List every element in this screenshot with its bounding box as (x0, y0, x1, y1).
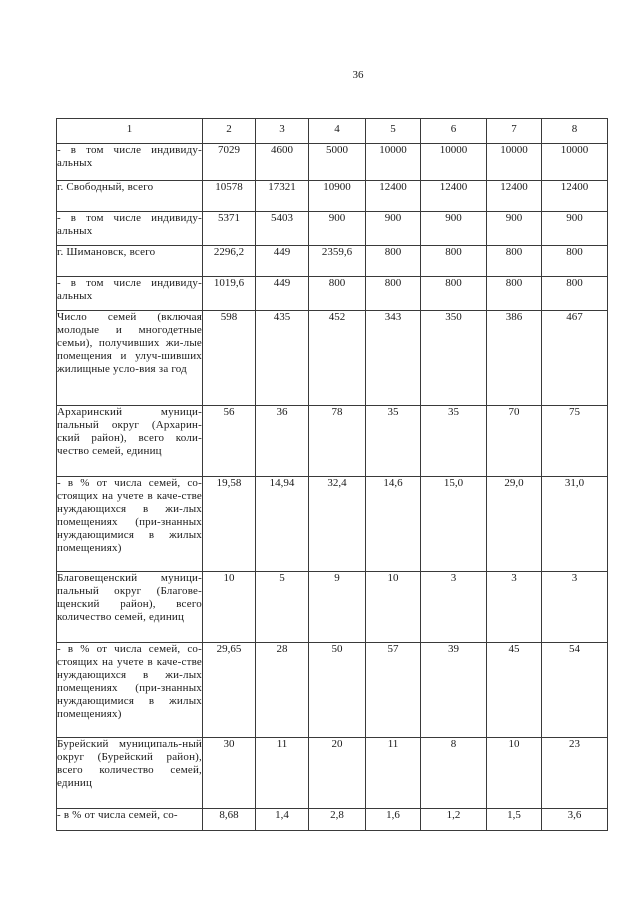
value-cell: 78 (309, 406, 366, 477)
row-label: - в % от числа семей, со-стоящих на учете в каче-стве нуждающихся в жи-лых помещениях (при-знанных нуждающимися в жилых помещениях) (57, 477, 203, 572)
value-cell: 900 (309, 212, 366, 246)
value-cell: 12400 (366, 181, 421, 212)
data-table (56, 118, 608, 831)
value-cell: 31,0 (542, 477, 608, 572)
value-cell: 30 (203, 738, 256, 809)
value-cell: 14,6 (366, 477, 421, 572)
row-label: г. Шимановск, всего (57, 246, 203, 277)
value-cell: 5371 (203, 212, 256, 246)
value-cell: 75 (542, 406, 608, 477)
value-cell: 50 (309, 643, 366, 738)
table-row (57, 181, 608, 212)
value-cell: 800 (542, 277, 608, 311)
value-cell: 1,5 (487, 809, 542, 831)
value-cell: 45 (487, 643, 542, 738)
value-cell: 5403 (256, 212, 309, 246)
value-cell: 467 (542, 311, 608, 406)
row-label: Благовещенский муници-пальный округ (Благове-щенский район), всего количество семей, единиц (57, 572, 203, 643)
row-label: Архаринский муници-пальный округ (Архарин-ский район), всего коли-чество семей, единиц (57, 406, 203, 477)
value-cell: 57 (366, 643, 421, 738)
value-cell: 350 (421, 311, 487, 406)
value-cell: 10 (203, 572, 256, 643)
header-cell: 1 (57, 119, 203, 144)
table-row (57, 212, 608, 246)
table-row (57, 144, 608, 181)
value-cell: 2359,6 (309, 246, 366, 277)
value-cell: 900 (421, 212, 487, 246)
value-cell: 35 (421, 406, 487, 477)
table-row (57, 643, 608, 738)
value-cell: 800 (309, 277, 366, 311)
value-cell: 800 (487, 246, 542, 277)
value-cell: 12400 (542, 181, 608, 212)
value-cell: 70 (487, 406, 542, 477)
value-cell: 10000 (366, 144, 421, 181)
value-cell: 12400 (421, 181, 487, 212)
value-cell: 435 (256, 311, 309, 406)
value-cell: 900 (487, 212, 542, 246)
value-cell: 343 (366, 311, 421, 406)
row-label: - в % от числа семей, со-стоящих на учете в каче-стве нуждающихся в жи-лых помещениях (при-знанных нуждающимися в жилых помещениях) (57, 643, 203, 738)
value-cell: 54 (542, 643, 608, 738)
value-cell: 449 (256, 277, 309, 311)
value-cell: 1,6 (366, 809, 421, 831)
value-cell: 10 (366, 572, 421, 643)
value-cell: 17321 (256, 181, 309, 212)
header-cell: 6 (421, 119, 487, 144)
value-cell: 800 (366, 246, 421, 277)
value-cell: 8 (421, 738, 487, 809)
value-cell: 8,68 (203, 809, 256, 831)
header-cell: 2 (203, 119, 256, 144)
value-cell: 14,94 (256, 477, 309, 572)
value-cell: 3 (542, 572, 608, 643)
table-row (57, 809, 608, 831)
value-cell: 386 (487, 311, 542, 406)
value-cell: 1,2 (421, 809, 487, 831)
table-row (57, 477, 608, 572)
value-cell: 15,0 (421, 477, 487, 572)
table-row (57, 738, 608, 809)
value-cell: 39 (421, 643, 487, 738)
row-label: - в % от числа семей, со- (57, 809, 203, 831)
table-row (57, 277, 608, 311)
table-row (57, 406, 608, 477)
value-cell: 598 (203, 311, 256, 406)
row-label: - в том числе индивиду-альных (57, 212, 203, 246)
value-cell: 800 (487, 277, 542, 311)
table-row (57, 246, 608, 277)
value-cell: 32,4 (309, 477, 366, 572)
value-cell: 900 (366, 212, 421, 246)
value-cell: 800 (542, 246, 608, 277)
value-cell: 10000 (542, 144, 608, 181)
value-cell: 5000 (309, 144, 366, 181)
value-cell: 800 (421, 246, 487, 277)
value-cell: 5 (256, 572, 309, 643)
header-cell: 4 (309, 119, 366, 144)
value-cell: 4600 (256, 144, 309, 181)
value-cell: 36 (256, 406, 309, 477)
value-cell: 10000 (487, 144, 542, 181)
value-cell: 1019,6 (203, 277, 256, 311)
value-cell: 12400 (487, 181, 542, 212)
value-cell: 800 (366, 277, 421, 311)
value-cell: 11 (256, 738, 309, 809)
value-cell: 29,0 (487, 477, 542, 572)
value-cell: 900 (542, 212, 608, 246)
header-cell: 3 (256, 119, 309, 144)
value-cell: 20 (309, 738, 366, 809)
value-cell: 11 (366, 738, 421, 809)
header-cell: 8 (542, 119, 608, 144)
row-label: Число семей (включая молодые и многодетные семьи), получивших жи-лые помещения и улуч-шивших жилищные усло-вия за год (57, 311, 203, 406)
value-cell: 452 (309, 311, 366, 406)
value-cell: 10 (487, 738, 542, 809)
row-label: Бурейский муниципаль-ный округ (Бурейский район), всего количество семей, единиц (57, 738, 203, 809)
value-cell: 10000 (421, 144, 487, 181)
value-cell: 449 (256, 246, 309, 277)
value-cell: 2,8 (309, 809, 366, 831)
header-cell: 7 (487, 119, 542, 144)
row-label: - в том числе индивиду-альных (57, 277, 203, 311)
value-cell: 19,58 (203, 477, 256, 572)
value-cell: 23 (542, 738, 608, 809)
row-label: г. Свободный, всего (57, 181, 203, 212)
header-cell: 5 (366, 119, 421, 144)
value-cell: 10900 (309, 181, 366, 212)
value-cell: 9 (309, 572, 366, 643)
value-cell: 35 (366, 406, 421, 477)
value-cell: 2296,2 (203, 246, 256, 277)
value-cell: 800 (421, 277, 487, 311)
page-number: 36 (352, 69, 364, 81)
value-cell: 7029 (203, 144, 256, 181)
table-row (57, 572, 608, 643)
value-cell: 10578 (203, 181, 256, 212)
row-label: - в том числе индивиду-альных (57, 144, 203, 181)
header-row (57, 119, 608, 144)
table-row (57, 311, 608, 406)
value-cell: 28 (256, 643, 309, 738)
value-cell: 29,65 (203, 643, 256, 738)
value-cell: 3 (487, 572, 542, 643)
value-cell: 56 (203, 406, 256, 477)
value-cell: 3,6 (542, 809, 608, 831)
value-cell: 3 (421, 572, 487, 643)
value-cell: 1,4 (256, 809, 309, 831)
